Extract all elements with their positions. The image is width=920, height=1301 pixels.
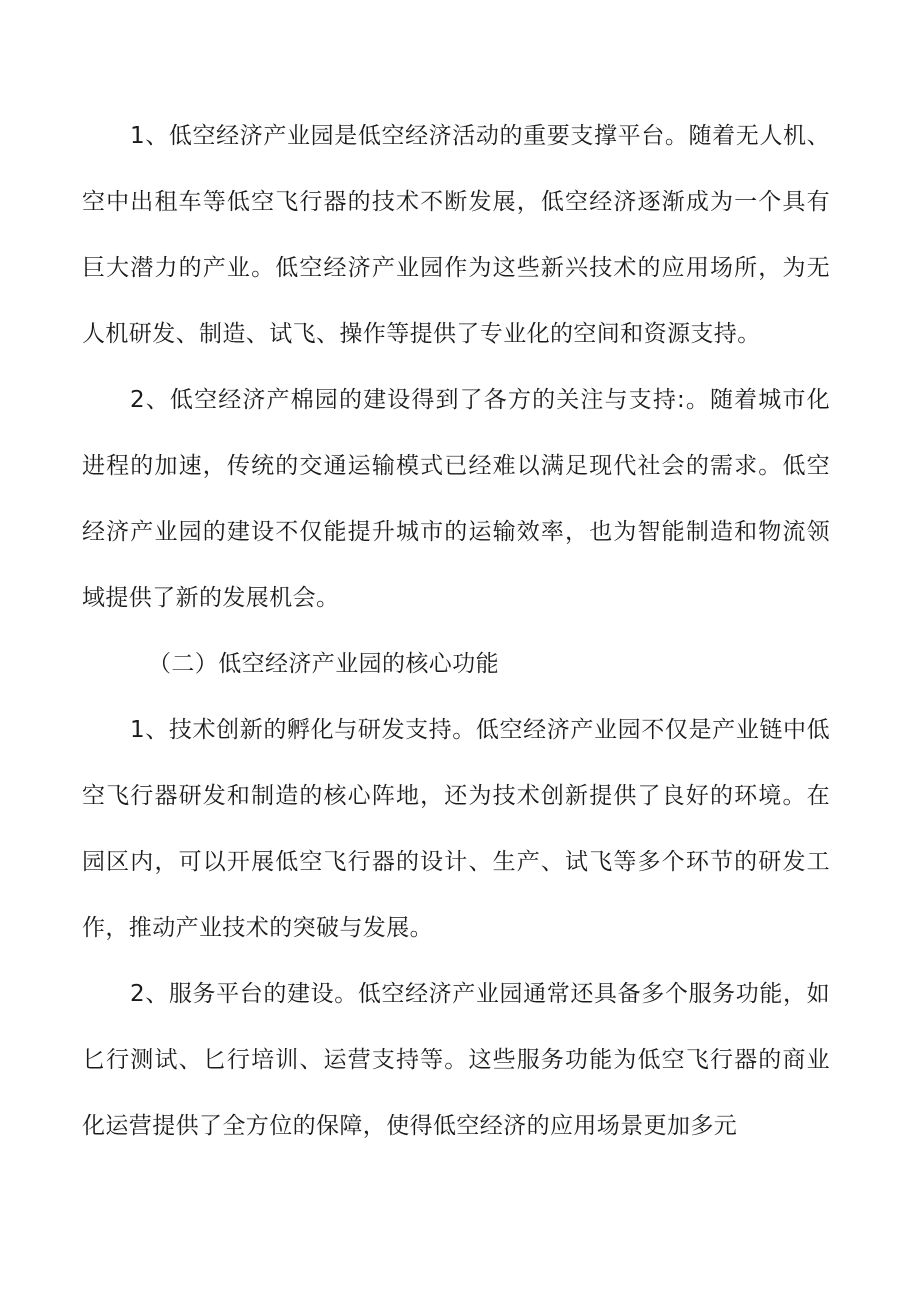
section-heading-core-functions: （二）低空经济产业园的核心功能 [148,651,499,677]
paragraph-tech-innovation-incubation: 1、技术创新的孵化与研发支持。低空经济产业园不仅是产业链中低空飞行器研发和制造的核心阵地，还为技术创新提供了良好的环境。在园区内，可以开展低空飞行器的设计、生产、试飞等多个环节的研发工作，推动产业技术的突破与发展。 [82,717,830,941]
paragraph-service-platform: 2、服务平台的建设。低空经济产业园通常还具备多个服务功能，如匕行测试、匕行培训、运营支持等。这些服务功能为低空飞行器的商业化运营提供了全方位的保障，使得低空经济的应用场景更加多元 [82,981,830,1139]
paragraph-park-construction-support: 2、低空经济产棉园的建设得到了各方的关注与支持:。随着城市化进程的加速，传统的交通运输模式已经难以满足现代社会的需求。低空经济产业园的建设不仅能提升城市的运输效率，也为智能制造和物流领域提供了新的发展机会。 [82,387,830,611]
paragraph-low-altitude-park-platform: 1、低空经济产业园是低空经济活动的重要支撑平台。随着无人机、空中出租车等低空飞行器的技术不断发展，低空经济逐渐成为一个具有巨大潜力的产业。低空经济产业园作为这些新兴技术的应用场所，为无人机研发、制造、试飞、操作等提供了专业化的空间和资源支持。 [82,123,830,347]
